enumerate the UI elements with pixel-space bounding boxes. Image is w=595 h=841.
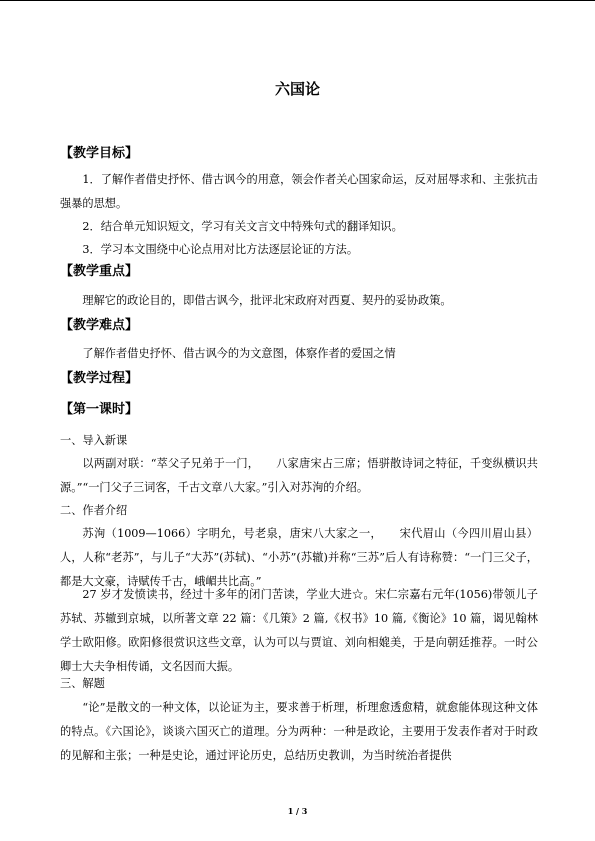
objective-3: 3．学习本文围绕中心论点用对比方法逐层论证的方法。 — [82, 243, 359, 256]
author-paragraph-2: 27 岁才发愤读书，经过十多年的闭门苦读，学业大进☆。宋仁宗嘉右元年(1056)带领儿子苏轼、苏辙到京城，以所著文章 22 篇：《几策》2 篇,《权书》10 篇,《衡论》10 篇，谒见翰林学士欧阳修。欧阳修很赏识这些文章，认为可以与贾谊、刘向相媲美，于是向朝廷推荐。一时公卿士大夫争相传诵，文名因而大振。 — [60, 588, 538, 673]
section-topic-text: “论”是散文的一种文体，以论证为主，要求善于析理，析理愈透愈精，就愈能体现这种文体的特点。《六国论》，谈谈六国灭亡的道理。分为两种：一种是政论，主要用于发表作者对于时政的见解和主张；一种是史论，通过评论历史，总结历史教训，为当时统治者提供 — [60, 701, 538, 762]
objective-1: 1．了解作者借史抒怀、借古讽今的用意，领会作者关心国家命运，反对屈辱求和、主张抗击强暴的思想。 — [60, 173, 538, 210]
heading-difficulties: 【教学难点】 — [60, 318, 139, 333]
section-intro-title: 一、导入新课 — [60, 434, 128, 447]
difficulties-text: 了解作者借史抒怀、借古讽今的为文意图，体察作者的爱国之情 — [82, 347, 396, 360]
heading-objectives: 【教学目标】 — [60, 146, 139, 161]
page-number: 1 / 3 — [287, 806, 308, 816]
document-title: 六国论 — [274, 80, 320, 98]
heading-process: 【教学过程】 — [60, 371, 139, 386]
key-points-text: 理解它的政论目的，即借古讽今，批评北宋政府对西夏、契丹的妥协政策。 — [82, 294, 452, 307]
author-paragraph-1: 苏洵（1009—1066）字明允，号老泉，唐宋八大家之一， 宋代眉山（今四川眉山县）人，人称“老苏”，与儿子“大苏”(苏轼)、“小苏”(苏辙)并称“三苏”后人有诗称赞：“一门三父子，都是大文豪，诗赋传千古，峨嵋共比高。” — [60, 527, 538, 588]
objective-2: 2．结合单元知识短文，学习有关文言文中特殊句式的翻译知识。 — [82, 220, 403, 233]
heading-lesson-1: 【第一课时】 — [60, 402, 139, 417]
heading-key-points: 【教学重点】 — [60, 264, 139, 279]
header-rule — [0, 0, 595, 1]
section-intro-text: 以两副对联：“萃父子兄弟于一门， 八家唐宋占三席；悟骈散诗词之特征，千变纵横识共源。”“一门父子三词客，千古文章八大家。”引入对苏洵的介绍。 — [60, 457, 538, 494]
section-topic-title: 三、解题 — [60, 677, 105, 690]
section-author-title: 二、作者介绍 — [60, 504, 128, 517]
